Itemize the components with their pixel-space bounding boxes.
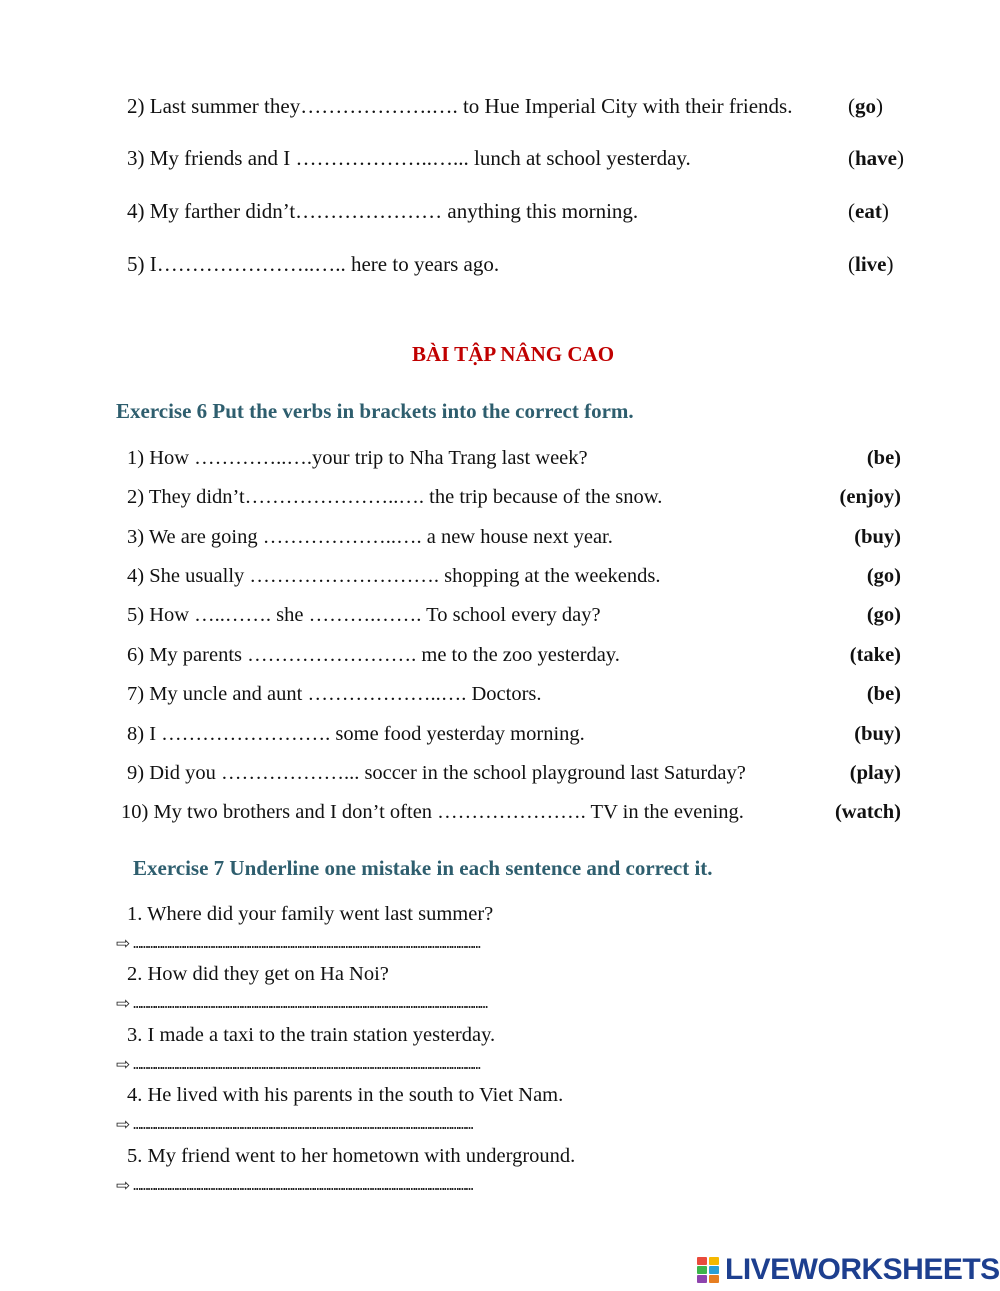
ex6-verb: (take) [849, 644, 901, 666]
ex7-answer-line[interactable] [116, 1115, 473, 1135]
brand-name: LIVEWORKSHEETS [725, 1253, 1000, 1286]
ex6-item: 9) Did you ………………... soccer in the school playground last Saturday? [127, 762, 746, 784]
ex5-item-5 [127, 252, 499, 277]
answer-blank[interactable]: …………………………………………………………………………………………………………………………… [133, 1178, 473, 1194]
ex6-item: 10) My two brothers and I don’t often …………………. TV in the evening. [121, 801, 744, 823]
ex5-verb: go [855, 94, 876, 118]
ex5-sentence: 2) Last summer they……………….…. to Hue Imperial City with their friends. [127, 94, 793, 118]
ex6-verb: (go) [866, 604, 901, 626]
answer-blank[interactable]: ……………………………………………………………………………………………………………………………… [133, 936, 481, 952]
ex7-answer-line[interactable] [116, 1176, 473, 1196]
ex6-verb: (be) [866, 447, 901, 469]
arrow-right-icon: ⇨ [116, 1176, 131, 1196]
ex6-item: 1) How …………..….your trip to Nha Trang last week? [127, 447, 588, 469]
answer-blank[interactable]: ……………………………………………………………………………………………………………………………… [133, 1057, 481, 1073]
ex6-verb: (be) [866, 683, 901, 705]
answer-blank[interactable]: ………………………………………………………………………………………………………………………………… [133, 996, 488, 1012]
ex7-answer-line[interactable] [116, 934, 480, 954]
ex6-verb: (watch) [834, 801, 901, 823]
ex5-sentence: 5) I…………………..….. here to years ago. [127, 252, 500, 276]
ex6-item: 2) They didn’t…………………..…. the trip because of the snow. [127, 486, 663, 508]
arrow-right-icon: ⇨ [116, 1055, 131, 1075]
arrow-right-icon: ⇨ [116, 994, 131, 1014]
ex6-verb: (go) [866, 565, 901, 587]
exercise-6-heading: Exercise 6 Put the verbs in brackets into the correct form. [116, 399, 634, 423]
liveworksheets-logo-icon [697, 1257, 721, 1283]
ex6-item: 8) I ……………………. some food yesterday morning. [127, 723, 585, 745]
ex5-verb: have [855, 146, 897, 170]
ex6-verb: (play) [849, 762, 901, 784]
liveworksheets-logo[interactable] [697, 1253, 1000, 1287]
ex7-sentence: 5. My friend went to her hometown with underground. [127, 1145, 576, 1167]
ex6-verb: (enjoy) [839, 486, 901, 508]
ex5-verb-4: (eat) [848, 199, 889, 223]
ex5-verb-3: (have) [848, 146, 904, 170]
ex5-verb: live [855, 252, 887, 276]
ex5-verb: eat [855, 199, 882, 223]
ex6-verb: (buy) [854, 526, 901, 548]
ex7-sentence: 2. How did they get on Ha Noi? [127, 963, 389, 985]
ex6-item: 6) My parents ……………………. me to the zoo yesterday. [127, 644, 620, 666]
ex7-sentence: 4. He lived with his parents in the south to Viet Nam. [127, 1084, 564, 1106]
ex5-sentence: 4) My farther didn’t………………… anything this morning. [127, 199, 639, 223]
ex7-answer-line[interactable] [116, 994, 487, 1014]
ex6-item: 5) How …..……. she ……….……. To school every day? [127, 604, 601, 626]
ex6-verb: (buy) [854, 723, 901, 745]
ex7-answer-line[interactable] [116, 1055, 480, 1075]
arrow-right-icon: ⇨ [116, 1115, 131, 1135]
ex5-sentence: 3) My friends and I ………………..…... lunch at school yesterday. [127, 146, 691, 170]
ex5-item-3 [127, 146, 691, 171]
section-title: BÀI TẬP NÂNG CAO [411, 342, 615, 366]
ex6-item: 4) She usually ………………………. shopping at the weekends. [127, 565, 661, 587]
ex7-sentence: 1. Where did your family went last summer? [127, 903, 494, 925]
ex5-item-4 [127, 199, 638, 224]
arrow-right-icon: ⇨ [116, 934, 131, 954]
answer-blank[interactable]: …………………………………………………………………………………………………………………………… [133, 1117, 473, 1133]
ex5-verb-2: (go) [848, 94, 883, 118]
ex7-sentence: 3. I made a taxi to the train station yesterday. [127, 1024, 496, 1046]
exercise-7-heading: Exercise 7 Underline one mistake in each sentence and correct it. [133, 856, 713, 880]
ex5-verb-5: (live) [848, 252, 894, 276]
ex6-item: 7) My uncle and aunt ………………..…. Doctors. [127, 683, 542, 705]
ex6-item: 3) We are going ………………..…. a new house next year. [127, 526, 613, 548]
ex5-item-2 [127, 94, 792, 119]
